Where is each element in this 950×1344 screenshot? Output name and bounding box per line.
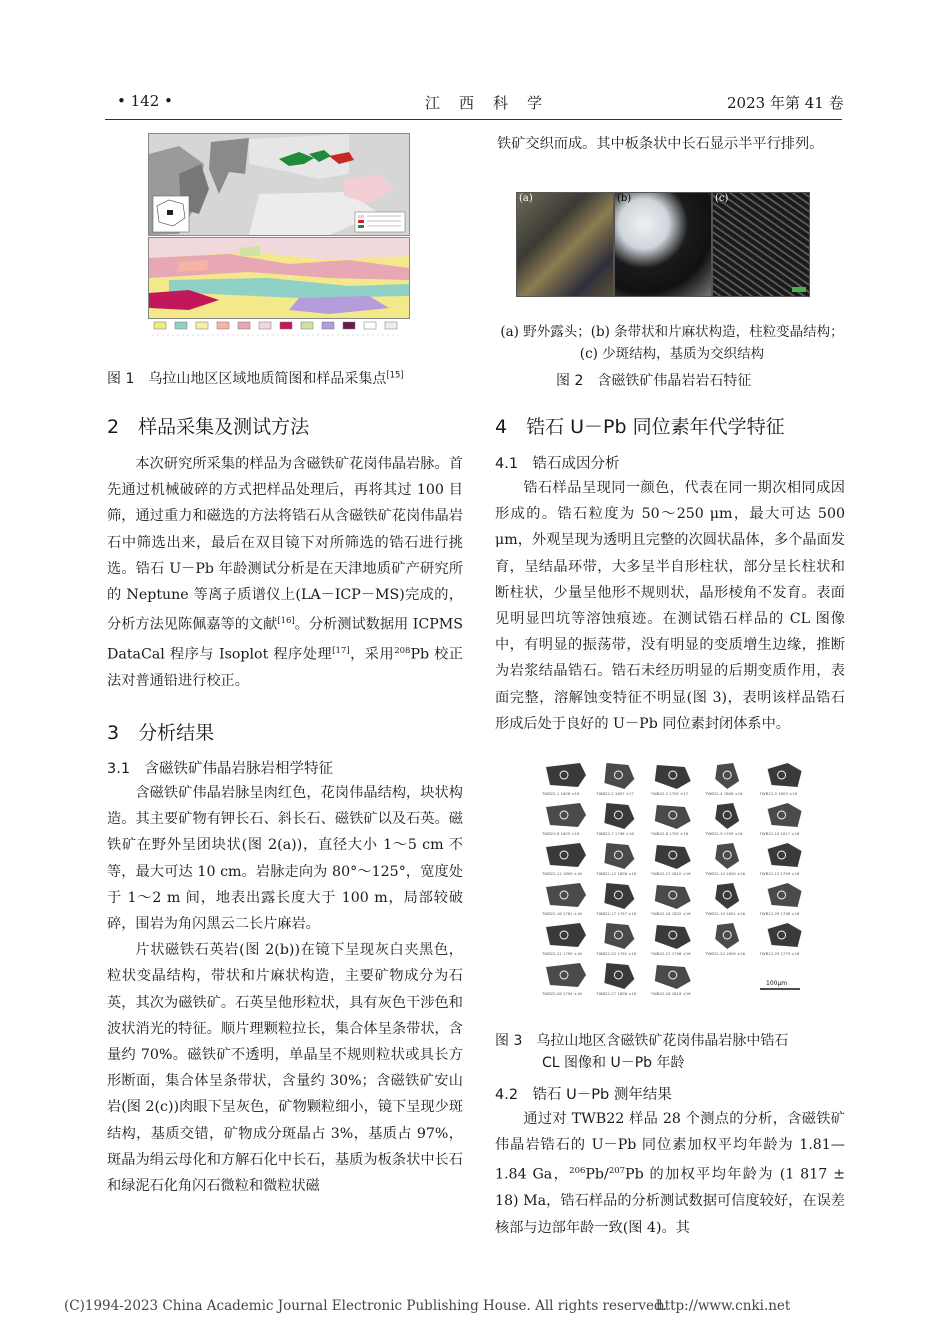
zircon-grain	[541, 763, 586, 796]
zircon-age-label: TWB22-12 1808 ±16	[596, 871, 637, 876]
zircon-age-label: TWB22-2 1807 ±17	[596, 791, 634, 796]
figure1-map-bottom	[148, 237, 408, 317]
zircon-grain	[704, 843, 745, 876]
zircon-grain	[759, 803, 802, 836]
zircon-grain	[650, 805, 691, 836]
journal-title: 江 西 科 学	[425, 94, 545, 112]
zircon-age-label: TWB22-27 1808 ±16	[596, 991, 637, 996]
zircon-grain	[759, 923, 802, 956]
zircon-age-label: TWB22-20 1798 ±16	[759, 911, 800, 916]
scale-bar-label: 100μm	[766, 980, 788, 987]
figure2-panel-b: (b)	[614, 192, 712, 297]
zircon-grain	[759, 843, 802, 876]
zircon-age-label: TWB22-23 1798 ±16	[650, 951, 691, 956]
zircon-age-label: TWB22-28 1816 ±16	[650, 991, 691, 996]
zircon-grain	[541, 883, 586, 916]
header-rule	[105, 119, 842, 120]
zircon-grain	[595, 883, 636, 916]
zircon-age-label: TWB22-7 1798 ±16	[596, 831, 634, 836]
section4-2-body: 通过对 TWB22 样品 28 个测点的分析，含磁铁矿伟晶岩锆石的 U－Pb 同位素加权平均年龄为 1.81—1.84 Ga，$^{206}$Pb/$^{207}$Pb 的加权平均年龄为 (1 817 ± 18) Ma，锆石样品的分析测试数据可信度较好，在误差核部与边部年龄一致(图 4)。其	[495, 1111, 845, 1236]
zircon-age-label: TWB22-9 1799 ±16	[705, 831, 743, 836]
zircon-age-label: TWB22-5 1803 ±16	[759, 791, 797, 796]
figure1-map-top	[148, 133, 408, 234]
section3-1-title: 3.1 含磁铁矿伟晶岩脉岩相学特征	[107, 761, 334, 777]
copyright-notice: (C)1994-2023 China Academic Journal Electronic Publishing House. All rights reserved.	[64, 1298, 667, 1314]
figure1-legend	[148, 320, 408, 342]
section4-1-body: 锆石样品呈现同一颜色，代表在同一期次相同成因形成的。锆石粒度为 50～250 μm，最大可达 500 μm，外观呈现为透明且完整的次圆状晶体，多个晶面发育，呈结晶环带，大多呈半自形柱状，部分呈长柱状和断柱状，少量呈他形不规则状，晶形棱角不发育。表面见明显凹坑等溶蚀痕迹。在测试锆石样品的 CL 图像中，有明显的振荡带，没有明显的变质增生边缘，推断为岩浆结晶锆石。锆石未经历明显的后期变质作用，表面完整，溶解蚀变特征不明显(图 3)，表明该样品锆石形成后处于良好的 U－Pb 同位素封闭体系中。	[495, 480, 845, 732]
zircon-age-label: TWB22-21 1795 ±16	[542, 951, 582, 956]
section4-1-title: 4.1 锆石成因分析	[495, 456, 620, 472]
zircon-grain	[650, 965, 691, 996]
zircon-grain	[704, 763, 743, 796]
zircon-grain	[595, 763, 634, 796]
section3-body	[107, 780, 463, 1199]
zircon-grain	[595, 923, 636, 956]
zircon-age-label: TWB22-11 1809 ±16	[542, 871, 582, 876]
zircon-age-label: TWB22-24 1809 ±16	[705, 951, 746, 956]
zircon-grain	[541, 923, 586, 956]
figure2-panel-a: (a)	[516, 192, 614, 297]
figure2-subcaption: (a) 野外露头；(b) 条带状和片麻状构造，柱粒变晶结构； (c) 少斑结构，基质为交织结构	[500, 324, 844, 362]
paragraph-3-1-a: 含磁铁矿伟晶岩脉呈肉红色，花岗伟晶结构，块状构造。其主要矿物有钾长石、斜长石、磁铁矿以及石英。磁铁矿在野外呈团块状(图 2(a))，直径大小 1～5 cm 不等，最大可达 10 cm。岩脉走向为 80°～125°，宽度处于 1～2 m 间，地表出露长度大于 100 m，局部较破碎，围岩为角闪黑云二长片麻岩。	[107, 785, 463, 933]
zircon-grain	[704, 923, 745, 956]
zircon-age-label: TWB22-14 1800 ±16	[705, 871, 746, 876]
zircon-grain	[650, 885, 691, 916]
zircon-grain	[650, 765, 691, 796]
right-continuation: 铁矿交织而成。其中板条状中长石显示半平行排列。	[497, 136, 824, 152]
zircon-age-label: TWB22-25 1775 ±16	[759, 951, 800, 956]
zircon-grain	[541, 803, 586, 836]
scale-bar-icon	[792, 287, 806, 292]
zircon-age-label: TWB22-3 1792 ±17	[650, 791, 689, 796]
section4-2-title: 4.2 锆石 U－Pb 测年结果	[495, 1087, 672, 1103]
figure2-caption: 图 2 含磁铁矿伟晶岩岩石特征	[556, 373, 752, 389]
zircon-age-label: TWB22-10 1817 ±16	[759, 831, 800, 836]
zircon-grain	[650, 845, 691, 876]
figure2-panel-c: (c)	[712, 192, 810, 297]
zircon-age-label: TWB22-26 1794 ±16	[542, 991, 582, 996]
zircon-age-label: TWB22-16 1781 ±16	[542, 911, 582, 916]
zircon-grain	[704, 803, 743, 836]
section4-title: 4 锆石 U－Pb 同位素年代学特征	[495, 416, 785, 438]
zircon-grain	[650, 925, 691, 956]
zircon-grain	[595, 963, 636, 996]
zircon-age-label: TWB22-6 1805 ±16	[542, 831, 580, 836]
zircon-grain	[759, 883, 802, 916]
section3-title: 3 分析结果	[107, 722, 215, 744]
zircon-grain	[595, 843, 636, 876]
zircon-age-label: TWB22-18 1832 ±16	[650, 911, 691, 916]
zircon-grain	[541, 843, 586, 876]
cnki-link[interactable]: http://www.cnki.net	[656, 1298, 791, 1314]
issue-label: 2023 年第 41 卷	[727, 94, 844, 112]
figure1-caption: 图 1 乌拉山地区区域地质简图和样品采集点[15]	[107, 369, 404, 387]
zircon-age-label: TWB22-22 1791 ±16	[596, 951, 637, 956]
section2-body: 本次研究所采集的样品为含磁铁矿花岗伟晶岩脉。首先通过机械破碎的方式把样品处理后，再将其过 100 目筛，通过重力和磁选的方法将锆石从含磁铁矿花岗伟晶岩石中筛选出来，最后在双目镜下对所筛选的锆石进行挑选。锆石 U－Pb 年龄测试分析是在天津地质矿产研究所的 Neptune 等离子质谱仪上(LA－ICP－MS)完成的，分析方法见陈佩嘉等的文献[16]。分析测试数据用 ICPMS DataCal 程序与 Isoplot 程序处理[17]，采用$^{208}$Pb 校正法对普通铅进行校正。	[107, 456, 463, 690]
section2-title: 2 样品采集及测试方法	[107, 416, 310, 438]
zircon-age-label: TWB22-8 1792 ±16	[650, 831, 689, 836]
zircon-grain	[541, 963, 586, 996]
zircon-grain	[595, 803, 634, 836]
zircon-age-label: TWB22-13 1810 ±16	[650, 871, 691, 876]
zircon-grain	[704, 883, 745, 916]
scale-bar	[760, 980, 800, 989]
zircon-age-label: TWB22-17 1797 ±16	[596, 911, 637, 916]
paragraph-3-1-b: 片状磁铁石英岩(图 2(b))在镜下呈现灰白夹黑色，粒状变晶结构，带状和片麻状构造，主要矿物成分为石英，其次为磁铁矿。石英呈他形粒状，具有灰色干涉色和波状消光的特征。顺片理颗粒拉长，集合体呈条带状，含量约 70%。磁铁矿不透明，单晶呈不规则粒状或具长方形断面，集合体呈条带状，含量约 30%；含磁铁矿安山岩(图 2(c))肉眼下呈灰色，矿物颗粒细小，镜下呈现少斑结构，基质交错，矿物成分斑晶占 3%，基质占 97%，斑晶为绢云母化和方解石化中长石，基质为板条状中长石和绿泥石化角闪石微粒和微粒状磁	[107, 942, 463, 1195]
zircon-age-label: TWB22-19 1801 ±16	[705, 911, 746, 916]
zircon-grain	[759, 763, 802, 796]
zircon-age-label: TWB22-4 1806 ±16	[705, 791, 743, 796]
zircon-age-label: TWB22-15 1799 ±16	[759, 871, 800, 876]
figure3-zircon-grid	[538, 757, 810, 1002]
page-number: • 142 •	[117, 92, 173, 110]
zircon-age-label: TWB22-1 1806 ±16	[542, 791, 580, 796]
figure3-caption: 图 3 乌拉山地区含磁铁矿花岗伟晶岩脉中锆石 CL 图像和 U－Pb 年龄	[495, 1033, 789, 1071]
